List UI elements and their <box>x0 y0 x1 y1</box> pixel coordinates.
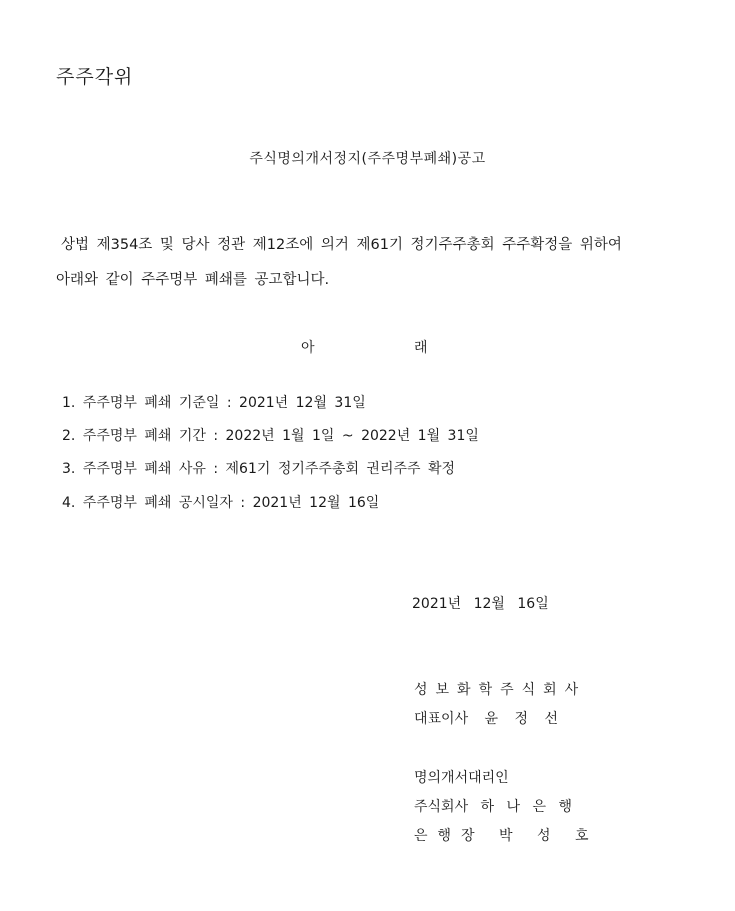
list-item-closure-reason: 3. 주주명부 폐쇄 사유 : 제61기 정기주주총회 권리주주 확정 <box>62 461 456 477</box>
signature-ceo: 대표이사 윤 정 선 <box>414 711 559 727</box>
section-heading-right: 래 <box>414 340 428 356</box>
signature-bank-manager: 은행장 박 성 호 <box>414 828 599 844</box>
list-item-disclosure-date: 4. 주주명부 폐쇄 공시일자 : 2021년 12월 16일 <box>62 495 380 511</box>
salutation: 주주각위 <box>56 66 134 88</box>
list-item-record-date: 1. 주주명부 폐쇄 기준일 : 2021년 12월 31일 <box>62 395 366 411</box>
signature-bank: 주식회사 하 나 은 행 <box>414 799 572 815</box>
list-item-closure-period: 2. 주주명부 폐쇄 기간 : 2022년 1월 1일 ~ 2022년 1월 31일 <box>62 428 479 444</box>
signature-agent-label: 명의개서대리인 <box>414 770 509 786</box>
body-line-2: 아래와 같이 주주명부 폐쇄를 공고합니다. <box>56 272 330 288</box>
signature-company: 성보화학주식회사 <box>414 682 587 698</box>
body-line-1: 상법 제354조 및 당사 정관 제12조에 의거 제61기 정기주주총회 주주확정을 위하여 <box>61 237 622 253</box>
notice-date: 2021년 12월 16일 <box>412 596 549 612</box>
section-heading-left: 아 <box>301 340 315 356</box>
notice-title: 주식명의개서정지(주주명부폐쇄)공고 <box>249 151 486 167</box>
